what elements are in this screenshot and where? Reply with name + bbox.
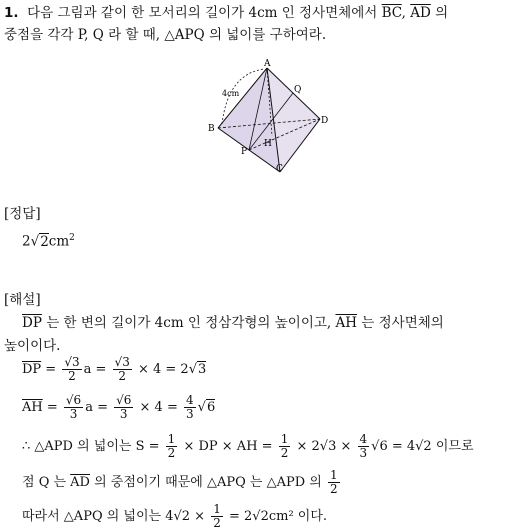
- ah-frac-3: [184, 394, 196, 421]
- tetrahedron-figure: [200, 56, 340, 176]
- problem-text-end: 의: [430, 5, 449, 21]
- area-half-d2: 2: [280, 446, 289, 460]
- label-p: P: [241, 147, 248, 157]
- area-fd: 3: [359, 446, 368, 460]
- answer-header: [정답]: [4, 206, 41, 222]
- final-fn: 1: [213, 502, 221, 516]
- solution-header: [해설]: [4, 292, 41, 308]
- area-end: √6 = 4√2 이므로: [371, 439, 474, 454]
- area-mid: × DP × AH =: [183, 439, 273, 454]
- ah-den2: 3: [119, 407, 128, 421]
- segment-ah: $\overline{AH}$: [335, 315, 358, 331]
- answer-radicand: 2: [40, 233, 49, 250]
- label-h: H: [264, 139, 272, 149]
- label-b: B: [208, 124, 215, 134]
- area-pre: ∴ △APD 의 넓이는 S =: [22, 439, 160, 454]
- ah-lhs: $\overline{AH}$: [22, 400, 43, 415]
- q-fn: 1: [329, 468, 338, 482]
- ah-den: 3: [69, 407, 78, 421]
- ah-fd: 3: [186, 407, 194, 421]
- area-half-n2: 1: [280, 432, 289, 446]
- area-equation: [22, 433, 474, 460]
- dp-equation: $\overline{DP}$ = $\frac{√3}{2}$ a = $\frac{√3}{2}$ × 4 = 2√3: [22, 355, 207, 383]
- area-half-d: 2: [167, 446, 176, 460]
- ah-equation: $\overline{AH}$ = $\frac{√6}{3}$ a = $\frac{√6}{3}$ × 4 = $\frac{4}{3}$ √6: [22, 393, 216, 421]
- answer-exp: 2: [69, 233, 75, 243]
- final-post: = 2√2cm² 이다.: [229, 509, 328, 524]
- solution-text-1: 는 한 변의 길이가 4cm 인 정삼각형의 높이이고,: [41, 315, 336, 331]
- ah-tail: × 4 =: [139, 400, 178, 415]
- final-fd: 2: [213, 516, 221, 530]
- dp-num: √3: [64, 355, 80, 369]
- area-half-n: 1: [167, 432, 176, 446]
- q-mid: 의 중점이기 때문에 △APQ 는 △APD 의: [89, 475, 322, 490]
- dp-den: 2: [68, 369, 76, 383]
- area-frac-2: [279, 433, 291, 460]
- q-midpoint-line: [22, 469, 342, 496]
- dp-frac-2: [113, 356, 132, 383]
- answer-coef: 2: [22, 233, 31, 250]
- area-fn: 4: [359, 432, 368, 446]
- dp-res-coef: 2: [180, 362, 189, 377]
- q-frac: [328, 469, 340, 496]
- segment-ad: $\overline{AD}$: [410, 5, 431, 21]
- comma: ,: [401, 5, 411, 21]
- problem-text: 다음 그림과 같이 한 모서리의 길이가 4cm 인 정사면체에서: [27, 5, 382, 21]
- label-c: C: [276, 164, 283, 174]
- solution-text-1b: 는 정사면체의: [357, 315, 444, 331]
- final-line: [22, 503, 327, 530]
- label-a: A: [264, 59, 271, 69]
- final-pre: 따라서 △APQ 의 넓이는 4√2 ×: [22, 509, 206, 524]
- dp-a: a =: [83, 362, 107, 377]
- ah-num2: √6: [116, 393, 132, 407]
- dp-den2: 2: [118, 369, 126, 383]
- answer-value: $2√2cm^2$: [22, 233, 75, 250]
- solution-line-1: [22, 314, 444, 332]
- final-frac: [211, 503, 223, 530]
- q-pre: 점 Q 는: [22, 475, 71, 490]
- ah-frac-1: [64, 394, 83, 421]
- problem-line-1: [4, 4, 448, 22]
- q-segment: $\overline{AD}$: [70, 475, 90, 490]
- area-frac-1: [166, 433, 178, 460]
- problem-number: 1.: [4, 5, 19, 21]
- q-fd: 2: [329, 482, 338, 496]
- ah-num: √6: [65, 393, 82, 407]
- segment-dp: $\overline{DP}$: [22, 315, 42, 331]
- dp-num2: √3: [114, 355, 130, 369]
- label-d: D: [321, 116, 329, 126]
- segment-bc: $\overline{BC}$: [381, 5, 402, 21]
- answer-unit: cm: [48, 233, 70, 250]
- ah-frac-2: [114, 394, 133, 421]
- dp-tail: × 4 =: [137, 362, 181, 377]
- dp-res-radicand: 3: [198, 362, 207, 377]
- ah-a: a =: [85, 400, 108, 415]
- label-q: Q: [294, 85, 302, 95]
- problem-line-2: 중점을 각각 P, Q 라 할 때, △APQ 의 넓이를 구하여라.: [4, 27, 327, 43]
- dp-frac-1: [62, 356, 81, 383]
- label-edge-length: 4cm: [222, 89, 240, 98]
- ah-res-radicand: 6: [206, 400, 216, 415]
- dp-lhs: $\overline{DP}$: [22, 362, 42, 377]
- ah-fn: 4: [186, 393, 194, 407]
- solution-line-2: 높이이다.: [4, 338, 61, 354]
- area-calc: × 2√3 ×: [296, 439, 352, 454]
- area-frac-3: [358, 433, 370, 460]
